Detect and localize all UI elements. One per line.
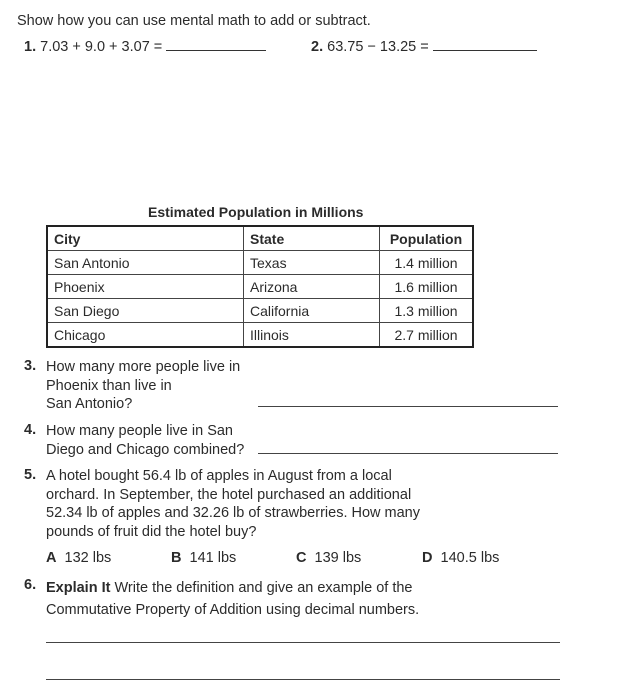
instructions: Show how you can use mental math to add or subtract. [17,13,371,29]
population-cell: 2.7 million [380,323,474,348]
state-cell: Texas [244,251,380,275]
question-5-text [46,467,420,541]
question-line: How many more people live in [46,359,241,375]
question-6-text [46,577,419,621]
header-state: State [244,226,380,251]
question-line: How many people live in San [46,423,233,439]
question-line: Phoenix than live in [46,377,172,394]
population-table [46,225,474,348]
city-cell: Chicago [47,323,244,348]
problem-expression: 63.75 − 13.25 = [327,39,429,55]
question-line: San Antonio? [46,396,133,412]
choice-letter: A [46,550,57,566]
explain-it-label: Explain It [46,580,111,596]
question-line: pounds of fruit did the hotel buy? [46,523,257,540]
question-line: orchard. In September, the hotel purchased an additional [46,486,412,503]
table-row [47,323,473,348]
question-6-number: 6. [24,577,37,593]
choice-letter: D [422,550,433,566]
problem-number: 2. [311,39,324,55]
problem-2 [311,39,537,55]
problem-1 [24,39,266,55]
table-title: Estimated Population in Millions [148,204,364,220]
population-cell: 1.4 million [380,251,474,275]
question-4-number: 4. [24,422,37,438]
table-row [47,251,473,275]
answer-blank[interactable] [166,49,266,51]
choice-d[interactable] [422,550,499,566]
state-cell: Illinois [244,323,380,348]
choice-letter: B [171,550,182,566]
city-cell: Phoenix [47,275,244,299]
city-cell: San Antonio [47,251,244,275]
question-line: Commutative Property of Addition using decimal numbers. [46,602,420,618]
choice-a[interactable] [46,550,111,566]
choice-text: 139 lbs [314,550,362,566]
problem-number: 1. [24,39,37,55]
choice-text: 132 lbs [64,550,112,566]
choice-text: 140.5 lbs [440,550,500,566]
answer-line-4[interactable] [258,453,558,454]
question-line: 52.34 lb of apples and 32.26 lb of strawberries. How many [46,505,420,521]
choice-text: 141 lbs [189,550,237,566]
answer-blank[interactable] [433,49,537,51]
question-3-number: 3. [24,358,37,374]
population-cell: 1.3 million [380,299,474,323]
question-line: A hotel bought 56.4 lb of apples in August from a local [46,468,392,484]
table-header-row [47,226,473,251]
question-line [46,577,419,599]
state-cell: Arizona [244,275,380,299]
question-4-text [46,422,244,459]
answer-line-3[interactable] [258,406,558,407]
header-city: City [47,226,244,251]
choice-c[interactable] [296,550,361,566]
choice-b[interactable] [171,550,236,566]
problem-expression: 7.03 + 9.0 + 3.07 = [40,39,163,55]
table-row [47,275,473,299]
table-row [47,299,473,323]
answer-line-6a[interactable] [46,642,560,643]
answer-line-6b[interactable] [46,679,560,680]
city-cell: San Diego [47,299,244,323]
question-3-text [46,358,240,414]
state-cell: California [244,299,380,323]
population-cell: 1.6 million [380,275,474,299]
choice-letter: C [296,550,307,566]
question-5-number: 5. [24,467,37,483]
question-line: Diego and Chicago combined? [46,441,245,458]
header-population: Population [380,226,474,251]
question-line-text: Write the definition and give an example of the [114,580,413,596]
